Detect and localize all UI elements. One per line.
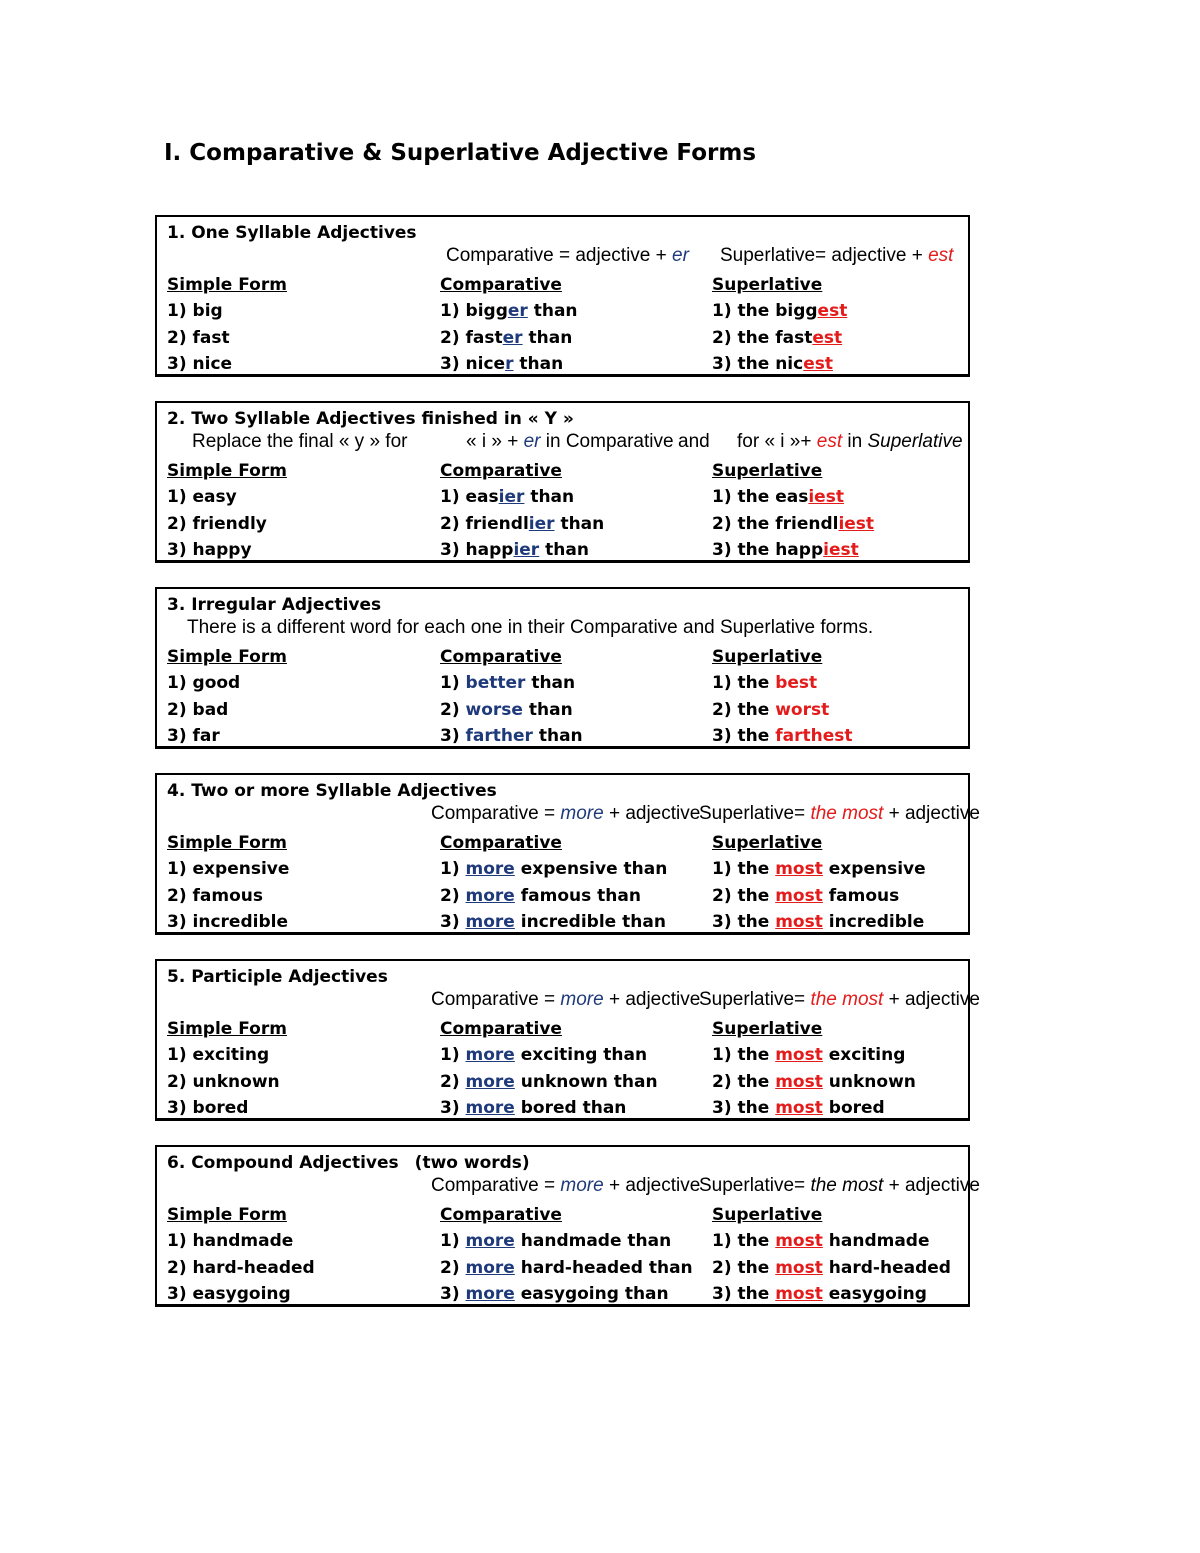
header-simple: Simple Form <box>167 461 287 481</box>
header-superlative: Superlative <box>712 647 823 667</box>
superlative-form: 3) the happiest <box>712 540 859 560</box>
superlative-form: 1) the best <box>712 673 818 693</box>
header-comparative: Comparative <box>440 833 562 853</box>
comparative-rule: Comparative = adjective + er <box>446 245 689 266</box>
simple-form: 1) handmade <box>167 1231 294 1251</box>
comparative-rule: Comparative = more + adjective <box>431 803 701 824</box>
simple-form: 2) unknown <box>167 1072 280 1092</box>
superlative-form: 3) the nicest <box>712 354 833 374</box>
comparative-form: 2) faster than <box>440 328 573 348</box>
superlative-form: 3) the most easygoing <box>712 1284 927 1304</box>
comparative-rule: Comparative = more + adjective <box>431 989 701 1010</box>
simple-form: 1) exciting <box>167 1045 270 1065</box>
comparative-form: 3) more incredible than <box>440 912 666 932</box>
header-comparative: Comparative <box>440 1205 562 1225</box>
comparative-form: 1) more handmade than <box>440 1231 672 1251</box>
section-participle <box>155 959 980 1121</box>
header-superlative: Superlative <box>712 1205 823 1225</box>
comparative-form: 2) worse than <box>440 700 573 720</box>
header-simple: Simple Form <box>167 647 287 667</box>
superlative-form: 2) the most unknown <box>712 1072 916 1092</box>
superlative-rule: Superlative= the most + adjective <box>699 803 980 824</box>
superlative-form: 1) the easiest <box>712 487 844 507</box>
comparative-form: 2) more hard-headed than <box>440 1258 693 1278</box>
superlative-rule: Superlative= adjective + est <box>720 245 954 266</box>
simple-form: 1) easy <box>167 487 237 507</box>
header-comparative: Comparative <box>440 275 562 295</box>
superlative-form: 3) the most incredible <box>712 912 925 932</box>
header-simple: Simple Form <box>167 1205 287 1225</box>
superlative-form: 2) the most famous <box>712 886 900 906</box>
header-superlative: Superlative <box>712 1019 823 1039</box>
header-superlative: Superlative <box>712 275 823 295</box>
header-simple: Simple Form <box>167 833 287 853</box>
superlative-form: 3) the farthest <box>712 726 853 746</box>
section-heading: 1. One Syllable Adjectives <box>167 223 417 243</box>
section-two-or-more-syllables <box>155 773 980 935</box>
simple-form: 1) good <box>167 673 241 693</box>
comparative-form: 3) more bored than <box>440 1098 627 1118</box>
rule-irregular: There is a different word for each one in their Comparative and Superlative forms. <box>187 617 874 638</box>
superlative-form: 1) the most expensive <box>712 859 926 879</box>
superlative-form: 1) the most exciting <box>712 1045 906 1065</box>
comparative-rule: Comparative = more + adjective <box>431 1175 701 1196</box>
section-heading: 2. Two Syllable Adjectives finished in « Y » <box>167 409 574 429</box>
comparative-form: 2) friendlier than <box>440 514 605 534</box>
section-heading: 3. Irregular Adjectives <box>167 595 382 615</box>
section-compound <box>155 1145 980 1307</box>
superlative-form: 2) the most hard-headed <box>712 1258 951 1278</box>
comparative-form: 1) more expensive than <box>440 859 668 879</box>
header-simple: Simple Form <box>167 1019 287 1039</box>
rule-and: and <box>678 431 710 452</box>
section-heading: 4. Two or more Syllable Adjectives <box>167 781 497 801</box>
section-heading: 5. Participle Adjectives <box>167 967 388 987</box>
section-y-adjectives <box>155 401 970 563</box>
header-simple: Simple Form <box>167 275 287 295</box>
comparative-rule: « i » + er in Comparative <box>466 431 674 452</box>
comparative-form: 3) farther than <box>440 726 583 746</box>
comparative-form: 1) easier than <box>440 487 575 507</box>
comparative-form: 2) more famous than <box>440 886 641 906</box>
section-one-syllable <box>155 215 970 377</box>
comparative-form: 2) more unknown than <box>440 1072 658 1092</box>
comparative-form: 3) happier than <box>440 540 589 560</box>
comparative-form: 1) bigger than <box>440 301 578 321</box>
simple-form: 3) easygoing <box>167 1284 291 1304</box>
header-superlative: Superlative <box>712 461 823 481</box>
superlative-form: 2) the friendliest <box>712 514 875 534</box>
header-comparative: Comparative <box>440 1019 562 1039</box>
simple-form: 3) bored <box>167 1098 249 1118</box>
simple-form: 2) hard-headed <box>167 1258 315 1278</box>
superlative-rule: Superlative= the most + adjective <box>699 989 980 1010</box>
header-comparative: Comparative <box>440 461 562 481</box>
simple-form: 2) bad <box>167 700 229 720</box>
comparative-form: 1) more exciting than <box>440 1045 648 1065</box>
page-title: I. Comparative & Superlative Adjective Forms <box>164 140 757 166</box>
section-heading: 6. Compound Adjectives (two words) <box>167 1153 530 1173</box>
header-comparative: Comparative <box>440 647 562 667</box>
simple-form: 3) happy <box>167 540 252 560</box>
simple-form: 2) fast <box>167 328 230 348</box>
simple-form: 1) big <box>167 301 223 321</box>
simple-form: 2) famous <box>167 886 264 906</box>
simple-form: 3) incredible <box>167 912 288 932</box>
simple-form: 3) far <box>167 726 220 746</box>
comparative-form: 1) better than <box>440 673 576 693</box>
comparative-form: 3) more easygoing than <box>440 1284 669 1304</box>
section-irregular <box>155 587 970 749</box>
superlative-form: 2) the fastest <box>712 328 843 348</box>
superlative-form: 3) the most bored <box>712 1098 885 1118</box>
superlative-rule: Superlative= the most + adjective <box>699 1175 980 1196</box>
simple-form: 1) expensive <box>167 859 290 879</box>
comparative-form: 3) nicer than <box>440 354 564 374</box>
superlative-form: 1) the biggest <box>712 301 848 321</box>
simple-form: 3) nice <box>167 354 233 374</box>
superlative-form: 2) the worst <box>712 700 830 720</box>
header-superlative: Superlative <box>712 833 823 853</box>
simple-form: 2) friendly <box>167 514 267 534</box>
rule-replace: Replace the final « y » for <box>192 431 408 452</box>
superlative-rule: for « i »+ est in Superlative <box>737 431 963 452</box>
superlative-form: 1) the most handmade <box>712 1231 930 1251</box>
